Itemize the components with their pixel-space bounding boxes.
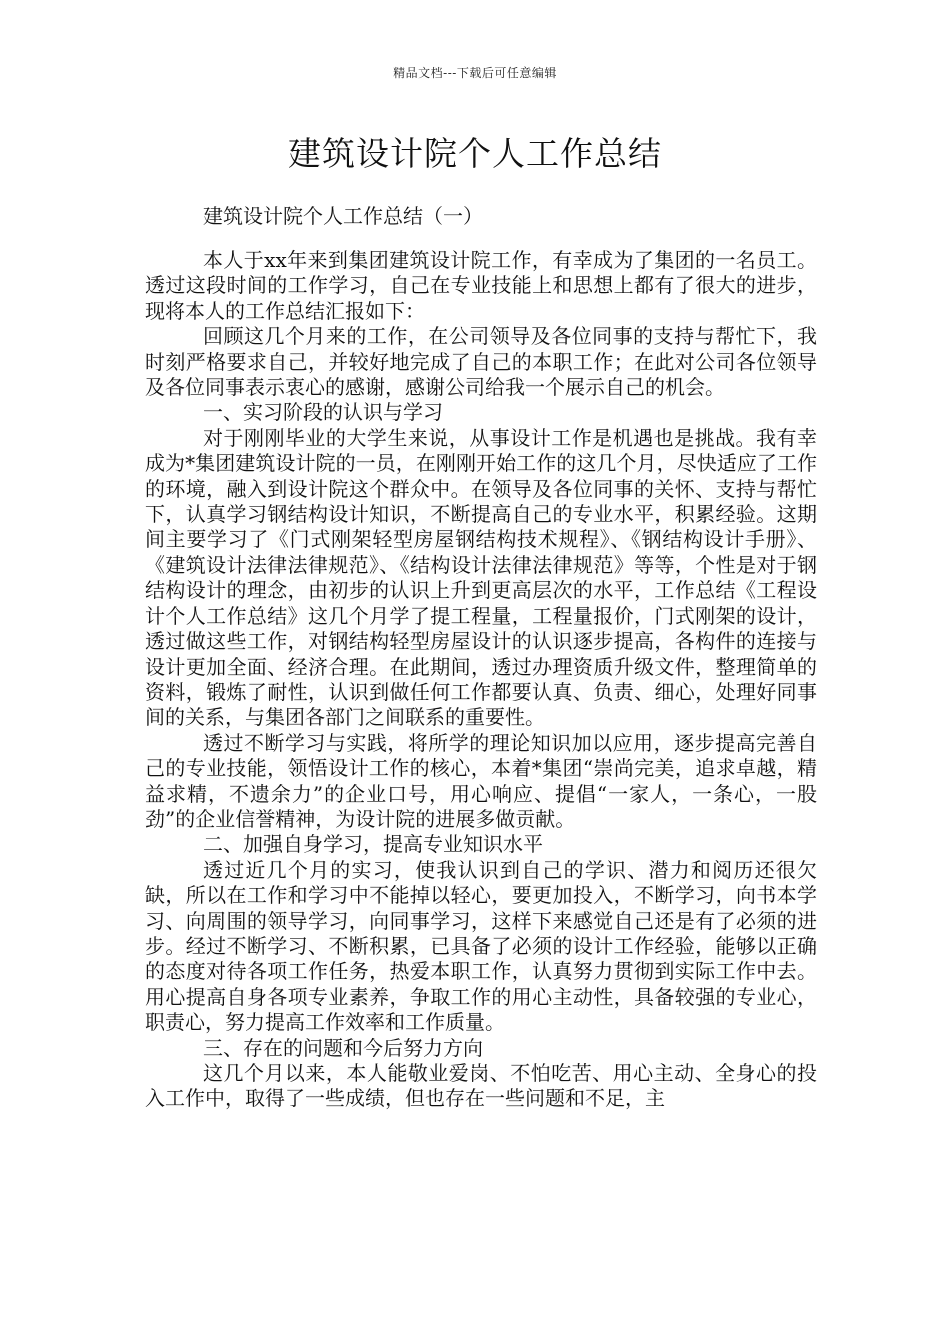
section-heading: 建筑设计院个人工作总结（一）	[203, 204, 483, 228]
paragraph-practice: 透过不断学习与实践，将所学的理论知识加以应用，逐步提高完善自己的专业技能，领悟设计工作的核心，本着*集团“崇尚完美，追求卓越，精益求精，不遗余力”的企业口号，用心响应、提倡“一家人，一条心，一股劲”的企业信誉精神，为设计院的进展多做贡献。	[145, 730, 817, 831]
paragraph-problems: 这几个月以来，本人能敬业爱岗、不怕吃苦、用心主动、全身心的投入工作中，取得了一些成绩，但也存在一些问题和不足，主	[145, 1061, 817, 1111]
paragraph-internship: 对于刚刚毕业的大学生来说，从事设计工作是机遇也是挑战。我有幸成为*集团建筑设计院的一员，在刚刚开始工作的这几个月，尽快适应了工作的环境，融入到设计院这个群众中。在领导及各位同事的关怀、支持与帮忙下，认真学习钢结构设计知识，不断提高自己的专业水平，积累经验。这期间主要学习了《门式刚架轻型房屋钢结构技术规程》、《钢结构设计手册》、《建筑设计法律法律规范》、《结构设计法律法律规范》等等，个性是对于钢结构设计的理念，由初步的认识上升到更高层次的水平，工作总结《工程设计个人工作总结》这几个月学了提工程量，工程量报价，门式刚架的设计，透过做这些工作，对钢结构轻型房屋设计的认识逐步提高，各构件的连接与设计更加全面、经济合理。在此期间，透过办理资质升级文件，整理简单的资料，锻炼了耐性，认识到做任何工作都要认真、负责、细心，处理好同事间的关系，与集团各部门之间联系的重要性。	[145, 425, 817, 730]
heading-internship: 一、实习阶段的认识与学习	[203, 400, 443, 425]
paragraph-intro: 本人于xx年来到集团建筑设计院工作，有幸成为了集团的一名员工。透过这段时间的工作学习，自己在专业技能上和思想上都有了很大的进步，现将本人的工作总结汇报如下：	[145, 248, 817, 323]
document-body	[145, 248, 817, 1112]
document-title: 建筑设计院个人工作总结	[288, 134, 662, 173]
page-header-note: 精品文档---下载后可任意编辑	[393, 66, 557, 80]
paragraph-self-study: 透过近几个月的实习，使我认识到自己的学识、潜力和阅历还很欠缺，所以在工作和学习中不能掉以轻心，要更加投入，不断学习，向书本学习、向周围的领导学习，向同事学习，这样下来感觉自己还是有了必须的进步。经过不断学习、不断积累，已具备了必须的设计工作经验，能够以正确的态度对待各项工作任务，热爱本职工作，认真努力贯彻到实际工作中去。用心提高自身各项专业素养，争取工作的用心主动性，具备较强的专业心，职责心，努力提高工作效率和工作质量。	[145, 857, 817, 1035]
paragraph-review: 回顾这几个月来的工作，在公司领导及各位同事的支持与帮忙下，我时刻严格要求自己，并较好地完成了自己的本职工作；在此对公司各位领导及各位同事表示衷心的感谢，感谢公司给我一个展示自己的机会。	[145, 324, 817, 400]
heading-problems: 三、存在的问题和今后努力方向	[203, 1035, 483, 1060]
heading-self-study: 二、加强自身学习，提高专业知识水平	[203, 832, 543, 857]
